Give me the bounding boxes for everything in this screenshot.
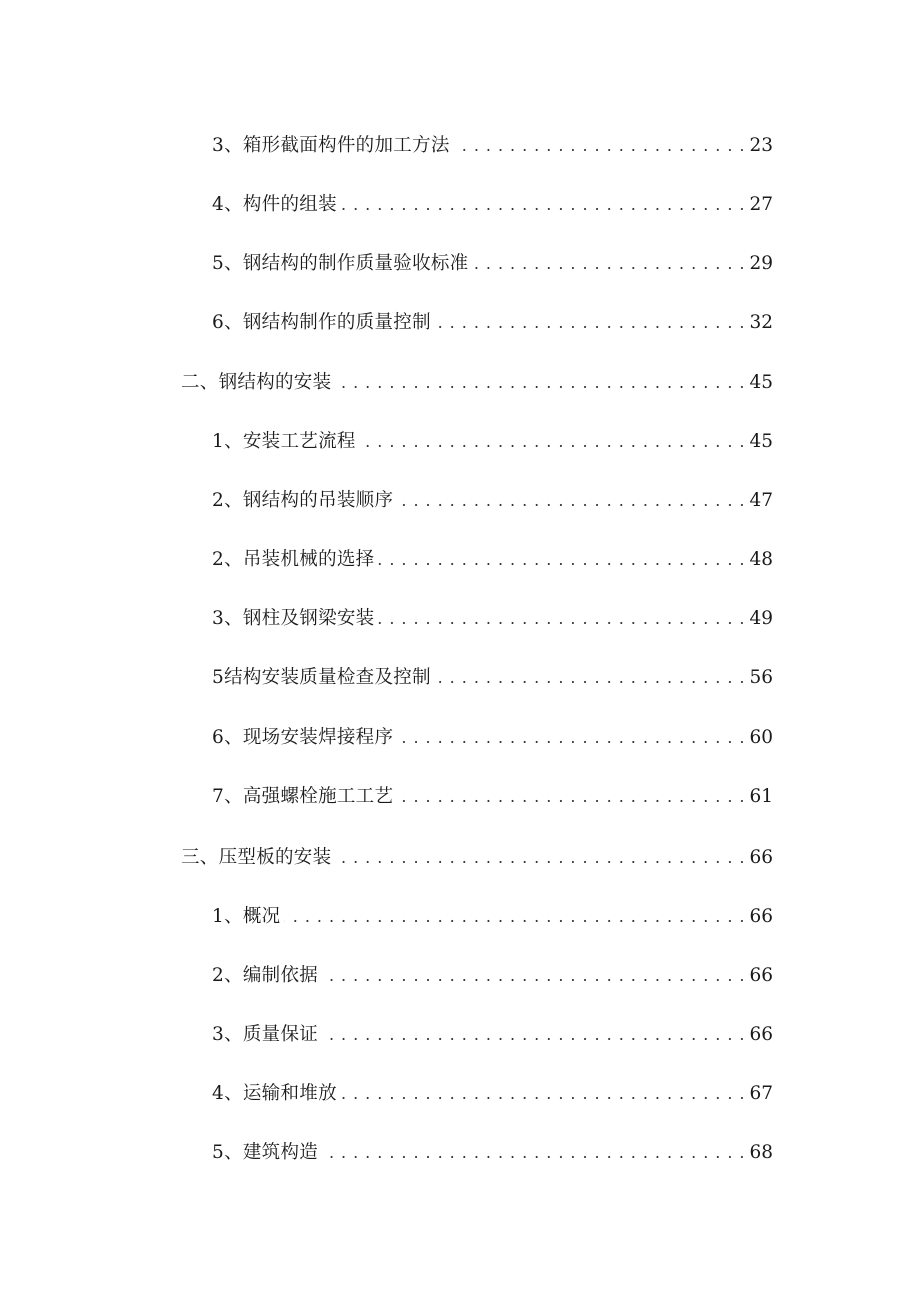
toc-entry[interactable] [212,664,773,692]
toc-dot-leader [360,428,746,456]
toc-entry-title: 二、钢结构的安装 [181,372,332,393]
toc-dot-leader [341,191,746,219]
toc-entry-title: 3、箱形截面构件的加工方法 [212,135,450,156]
toc-entry-page: 23 [749,135,773,156]
toc-entry[interactable] [212,783,773,811]
toc-entry[interactable] [212,1080,773,1108]
toc-entry[interactable] [212,132,773,160]
toc-entry[interactable] [212,250,773,278]
toc-dot-leader [341,1080,746,1108]
toc-entry[interactable] [212,487,773,515]
toc-entry-page: 66 [749,906,773,927]
toc-entry[interactable] [212,605,773,633]
toc-dot-leader [322,1139,745,1167]
toc-entry-page: 48 [749,549,773,570]
toc-entry-title: 7、高强螺栓施工工艺 [212,786,394,807]
toc-entry-title: 5、钢结构的制作质量验收标准 [212,253,469,274]
toc-entry-page: 56 [749,667,773,688]
toc-entry-title: 2、吊装机械的选择 [212,549,375,570]
toc-entry-page: 29 [749,253,773,274]
toc-entry-title: 4、运输和堆放 [212,1083,337,1104]
toc-dot-leader [378,546,745,574]
toc-entry-title: 2、编制依据 [212,965,319,986]
toc-dot-leader [284,903,745,931]
toc-entry-title: 5、建筑构造 [212,1142,319,1163]
toc-section-entry[interactable] [181,844,773,872]
toc-entry-title: 6、现场安装焊接程序 [212,727,394,748]
toc-entry-title: 2、钢结构的吊装顺序 [212,490,394,511]
toc-entry[interactable] [212,309,773,337]
toc-entry[interactable] [212,428,773,456]
toc-entry-page: 66 [749,965,773,986]
toc-entry-title: 6、钢结构制作的质量控制 [212,312,431,333]
toc-entry-page: 47 [749,490,773,511]
toc-entry-page: 66 [749,1024,773,1045]
toc-entry-page: 45 [749,372,773,393]
toc-section-entry[interactable] [181,369,773,397]
toc-dot-leader [435,664,746,692]
toc-dot-leader [472,250,745,278]
toc-entry-page: 32 [749,312,773,333]
toc-entry[interactable] [212,962,773,990]
toc-entry-title: 4、构件的组装 [212,194,337,215]
toc-entry-title: 5结构安装质量检查及控制 [212,667,431,688]
toc-dot-leader [335,369,745,397]
toc-entry-title: 3、钢柱及钢梁安装 [212,608,375,629]
toc-dot-leader [397,783,745,811]
toc-entry[interactable] [212,1139,773,1167]
toc-entry[interactable] [212,191,773,219]
toc-entry[interactable] [212,1021,773,1049]
toc-dot-leader [435,309,746,337]
toc-entry-title: 1、安装工艺流程 [212,431,356,452]
toc-entry-title: 1、概况 [212,906,281,927]
toc-entry-page: 45 [749,431,773,452]
toc-entry-page: 49 [749,608,773,629]
toc-dot-leader [454,132,746,160]
toc-entry-page: 67 [749,1083,773,1104]
toc-entry-title: 3、质量保证 [212,1024,319,1045]
toc-dot-leader [322,1021,745,1049]
toc-entry[interactable] [212,903,773,931]
toc-dot-leader [397,724,745,752]
toc-dot-leader [397,487,745,515]
toc-entry-title: 三、压型板的安装 [181,847,332,868]
toc-entry-page: 66 [749,847,773,868]
toc-entry[interactable] [212,546,773,574]
toc-entry-page: 27 [749,194,773,215]
toc-dot-leader [378,605,745,633]
toc-dot-leader [322,962,745,990]
toc-dot-leader [335,844,745,872]
toc-entry[interactable] [212,724,773,752]
toc-entry-page: 61 [749,786,773,807]
toc-entry-page: 60 [749,727,773,748]
toc-entry-page: 68 [749,1142,773,1163]
